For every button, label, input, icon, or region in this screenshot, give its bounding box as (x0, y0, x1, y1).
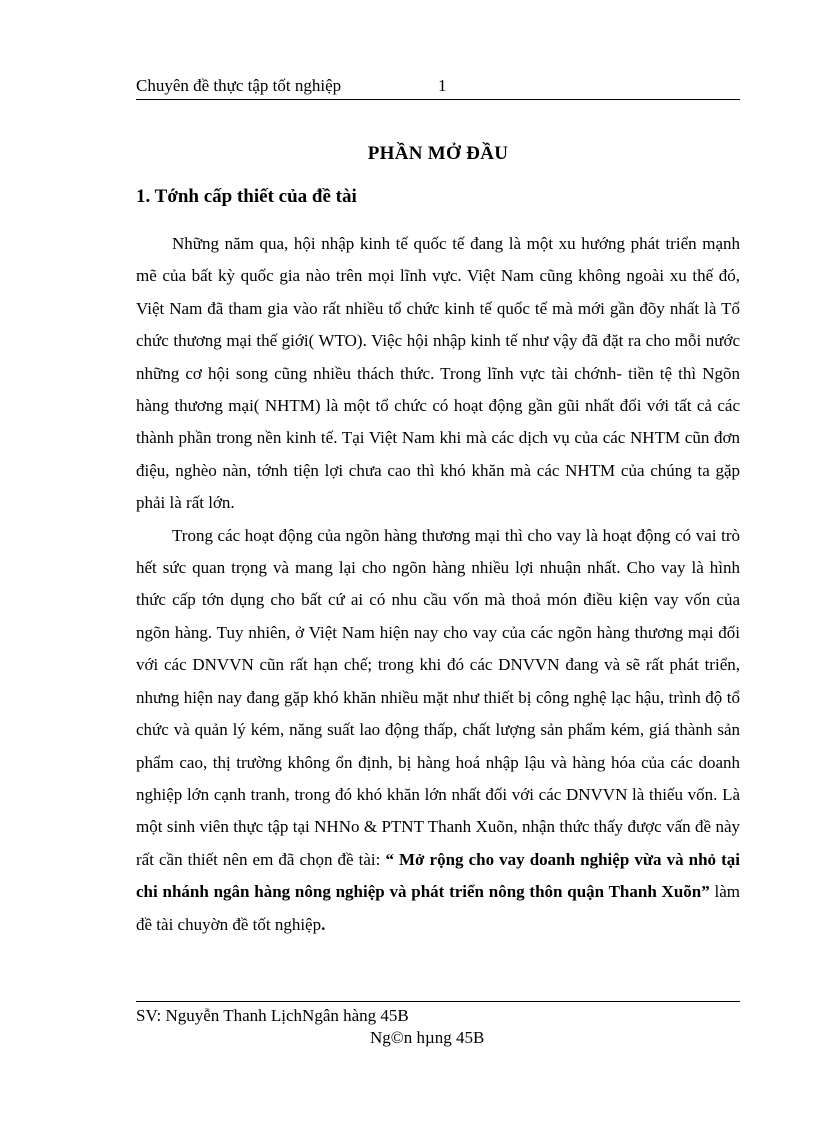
paragraph-2-period: . (321, 914, 326, 934)
document-title: PHẦN MỞ ĐẦU (367, 143, 509, 164)
footer-rule (136, 1001, 740, 1002)
document-body (136, 228, 740, 941)
thesis-topic: “ Mở rộng cho vay doanh nghiệp vừa và nhỏ tại chi nhánh ngân hàng nông nghiệp và phát triển nông thôn quận Thanh Xuõn” (136, 849, 741, 902)
header-rule (136, 99, 740, 100)
section-heading: 1. Tớnh cấp thiết của đề tài (136, 186, 357, 207)
paragraph-2 (136, 520, 740, 941)
paragraph-2-end: làm đề tài chuyờn đề tốt nghiệp (136, 882, 741, 934)
header-title: Chuyên đề thực tập tốt nghiệp (136, 76, 342, 95)
paragraph-1: Những năm qua, hội nhập kinh tế quốc tế đang là một xu hướng phát triển mạnh mẽ của bất kỳ quốc gia nào trên mọi lĩnh vực. Việt Nam cũng không ngoài xu thế đó, Việt Nam đã tham gia vào rất nhiều tổ chức kinh tế quốc tế mà mới gần đõy nhất là Tổ chức thương mại thế giới( WTO). Việc hội nhập kinh tế như vậy đã đặt ra cho mỗi nước những cơ hội song cũng nhiều thách thức. Trong lĩnh vực tài chớnh- tiền tệ thì Ngõn hàng thương mại( NHTM) là một tổ chức có hoạt động gần gũi nhất đối với tất cả các thành phần trong nền kinh tế. Tại Việt Nam khi mà các dịch vụ của các NHTM cũn đơn điệu, nghèo nàn, tớnh tiện lợi chưa cao thì khó khăn mà các NHTM của chúng ta gặp phải là rất lớn. (136, 234, 740, 513)
page-header (136, 76, 740, 98)
page-number: 1 (438, 76, 447, 95)
footer-student: SV: Nguyễn Thanh LịchNgân hàng 45B (136, 1006, 409, 1025)
footer-class: Ng©n hµng 45B (370, 1028, 485, 1047)
paragraph-2-text: Trong các hoạt động của ngõn hàng thương mại thì cho vay là hoạt động có vai trò hết sức quan trọng và mang lại cho ngõn hàng nhiều lợi nhuận nhất. Cho vay là hình thức cấp tớn dụng cho bất cứ ai có nhu cầu vốn mà thoả món điều kiện vay vốn của ngõn hàng. Tuy nhiên, ở Việt Nam hiện nay cho vay của các ngõn hàng thương mại đối với các DNVVN cũn rất hạn chế; trong khi đó các DNVVN đang và sẽ rất phát triển, nhưng hiện nay đang gặp khó khăn nhiều mặt như thiết bị công nghệ lạc hậu, trình độ tổ chức và quản lý kém, năng suất lao động thấp, chất lượng sản phẩm kém, giá thành sản phẩm cao, thị trường không ổn định, bị hàng hoá nhập lậu và hàng hóa của các doanh nghiệp lớn cạnh tranh, trong đó khó khăn lớn nhất đối với các DNVVN là thiếu vốn. Là một sinh viên thực tập tại NHNo & PTNT Thanh Xuõn, nhận thức thấy được vấn đề này rất cần thiết nên em đã chọn đề tài: (136, 525, 740, 869)
